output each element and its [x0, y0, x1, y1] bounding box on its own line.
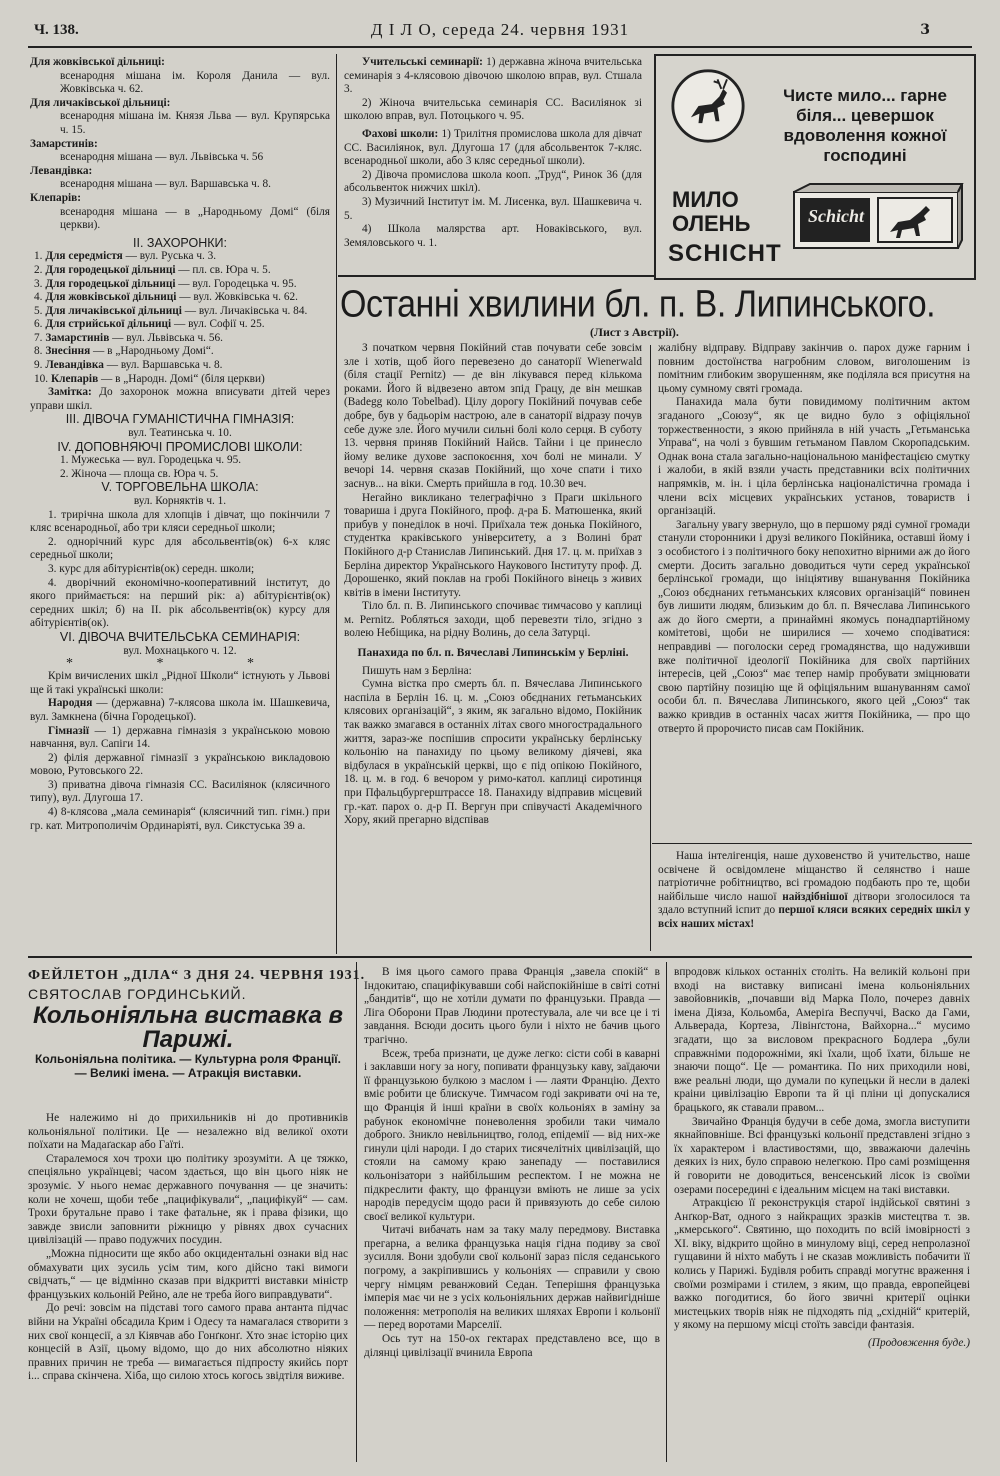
district-school: всенародня мішана — вул. Львівська ч. 56 — [60, 151, 264, 164]
section-title: VІ. ДІВОЧА ВЧИТЕЛЬСЬКА СЕМИНАРІЯ: — [59, 629, 301, 644]
paragraph: жалібну відправу. Відправу закінчив о. парох дуже гарним і повним достоїнства нагробним словом, виголошеним із помітним глибоким зворушенням, яке поділяла вся присутня на цьому сумному святі громада. — [658, 342, 970, 395]
paragraph: Негайно викликано телеграфічно з Праги шкільного товариша і друга Покійного, проф. д-ра Б. Матюшенка, який прибув у понеділок в ночі. Приїхала теж донька Покійного, студентка краківського університету, а з Волині брат Покійного д-р Станислав Липинський. Дня 17. ц. м. приїхав з Берліна директор Українського Наукового Інституту проф. Д. Дорошенко, який поклав на гробі Покійного вінець з живих квітів в імени Інституту. — [344, 491, 642, 599]
paragraph: Народня — (державна) 7-клясова школа ім. Шашкевича, вул. Замкнена (бічна Городецької). — [30, 697, 330, 723]
paragraph: Сумна вістка про смерть бл. п. Вячеслава Липинського наспіла в Берлін 16. ц. м. „Союз обєднаних гетьманських клясових організацій“, з яким, як загально відомо, Покійник так важко змагався в останніх літах свого многострадального життя, зараз-же поспішив спросити українську берлінську кольонію на панахиду по цьому великому діячеві, яка відбулася в українській церкві, що є під опікою Покійного, 18. ц. м. в год. 6 вечором у римо-катол. каплиці сиротинця при Пфальцбургерштрассе 18. Панахиду відправив місцевий гр.-кат. парох о. д-р П. Вергун при співучасті Академічного Хору, який прегарно відспівав — [344, 678, 642, 827]
paragraph: 4) 8-клясова „мала семинарія“ (клясичний тип. гімн.) при гр. кат. Митрополичім Ординаріяті, вул. Сикстуська 39 а. — [30, 806, 330, 832]
paragraph: 2) Дівоча промислова школа кооп. „Труд“, Ринок 36 (для абсольвенток нижчих шкіл). — [344, 168, 642, 195]
box-label: Schicht — [807, 206, 864, 226]
kindergarten-list — [30, 250, 330, 386]
district-school: всенародня мішана — вул. Варшавська ч. 8. — [60, 178, 271, 191]
stars-divider: * * * — [66, 656, 294, 672]
section-rule — [28, 956, 972, 958]
article-headline: Останні хвилини бл. п. В. Липинського. — [340, 283, 936, 326]
ad-slogan: Чисте мило... гарне біля... цевершок вдоволення кожної господині — [783, 86, 947, 165]
district-school: всенародня мішана — в „Народньому Домі“ (біля церкви). — [60, 205, 330, 232]
feuilleton-title: Кольоніяльна виставка в Парижі. — [33, 1002, 343, 1053]
paragraph: 3) Музичний Інститут ім. М. Лисенка, вул. Шашкевича ч. 5. — [344, 195, 642, 222]
paragraph: Атракцією її реконструкція старої індійської святині з Анґкор-Ват, одного з найкращих зразків мистецтва т. зв. „кмерського“. Святиню, що походить по всій імовірності з ХІ. віку, відкрито щойно в минулому віці, серед непролазної гущавини й ніхто мабуть і не сказав можливість побачити її колись у Парижі. Будівля робить справді могутнє враження і своїми розмірами і стилем, з яким, що правда, европейцеві важко погодитися, бо його звичні критерії оцінки мистецьких творів ніяк не підходять під „східній“ критерій, у якому на першому місці стоїть завсіди фантазія. — [674, 1197, 970, 1332]
kindergarten-item: 6. Для стрийської дільниці — вул. Софії ч. 25. — [34, 318, 265, 331]
district-list — [30, 56, 330, 233]
paragraph: „Можна підносити ще якбо або окцидентальні ознаки від нас обмахувати цих зусиль усім тим, кого дійсно такі вимоги свідчать,“ — це відмінно сказав при відкритті виставки міністр французьких кольоній Рейно, але не треба його виправдувати“. — [28, 1247, 348, 1301]
column-rule — [650, 345, 651, 951]
paragraph: Гімназії — 1) державна гімназія з українською мовою навчання, вул. Сапіги 14. — [30, 724, 330, 751]
feuilleton-column-3 — [674, 966, 970, 1351]
kindergarten-item: 2. Для городецької дільниці — пл. св. Юра ч. 5. — [34, 263, 271, 276]
paragraph: Старалемося хоч трохи цю політику зрозуміти. А це тяжко, спеціяльно українцеві; часом здається, що він цього ніяк не зрозуміє. У нього немає державного почування — це значить: коли не хочеш, щоби тебе „пацифікували“, „пацифікуй“ — сам. Трохи брутальне право і таке фатальне, як і права фізики, що завжде звисли заповнити ріжницю у рівнях двох сучасних цивілізацій — право подужчих посудин. — [28, 1152, 348, 1247]
district-school: всенародня мішана ім. Князя Льва — вул. Крупярська ч. 15. — [60, 110, 330, 136]
paragraph: Всеж, треба признати, це дуже легко: сісти собі в каварні і заклавши ногу за ногу, попивати французьку каву, заїдаючи її французькою булкою з маслом і — лаяти Францію. Дехто вміє робити це блискуче. Тимчасом годі закривати очі на те, що Франція й інші країни в своїх кольоніях в заміну за рабунок економічне поневолення зробили таки чимало доброго. Зникло невільництво, голод, епідемії — від них-же гинули цілі народи. І до старих тисячелітніх цивілізацій, що стояли на самому краю занепаду — поставилися кольонізатори з найбільшим респектом. І не можна не підкреслити факту, що французи вміють не лише за усіх народів передусім щодо раси й привязують до себе силою своєї великої культури. — [364, 1047, 660, 1223]
note: Замітка: До захоронок можна вписувати дітей через управи шкіл. — [30, 386, 330, 412]
appeal-box — [658, 850, 970, 932]
list-item: 2. Жіноча — площа св. Юра ч. 5. — [60, 467, 219, 480]
section-address: вул. Театинська ч. 10. — [128, 427, 232, 440]
kindergarten-item: 4. Для жовківської дільниці — вул. Жовківська ч. 62. — [34, 291, 298, 304]
column-rule — [336, 54, 337, 954]
paragraph: Пишуть нам з Берліна: — [362, 664, 472, 677]
article-column-a — [344, 342, 642, 828]
section-title: V. ТОРГОВЕЛЬНА ШКОЛА: — [101, 480, 259, 495]
section-title: ІІІ. ДІВОЧА ГУМАНІСТИЧНА ГІМНАЗІЯ: — [65, 412, 295, 427]
kindergarten-item: 10. Клепарів — в „Народн. Домі“ (біля церкви) — [34, 372, 265, 385]
kindergarten-item: 5. Для личаківської дільниці — вул. Личаківська ч. 84. — [34, 304, 308, 317]
paragraph: Фахові школи: 1) Трилітня промислова школа для дівчат СС. Василіянок, вул. Длугоша 17 (для абсольвенток 7-кляс. всенародньої школи, або 3 кляс середньої школи). — [344, 127, 642, 168]
column-rule — [356, 962, 357, 1462]
district-name: Клепарів: — [30, 191, 81, 204]
district-name: Левандівка: — [30, 164, 93, 177]
section-address: вул. Мохнацького ч. 12. — [123, 644, 237, 657]
paragraph: 3) приватна дівоча гімназія СС. Василіянок (клясичного типу), вул. Длугоша 17. — [30, 778, 330, 805]
paragraph: З початком червня Покійний став почувати себе зовсім зле і хотів, щоб його перевезено до санаторії Wienerwald (біля стації Pernitz) — де він лікувався перед кількома роками. Його й відвезено автом зпід Грацу, де він мешкав (Badegg коло Tobelbad). Цілу дорогу Покійний почував себе добре, був у бадьорім настрою, але в санаторії відразу почув себе дуже зле. Його мучили сильні болі коло серця. В суботу 13. червня приняв Покійний Найсв. Тайни і це принесло йому велике духове заспокоєння, хоч болі не минали. У вечорі 14. червня сказав Покійний, що хоче спати і тихо заснув... на віки. Смерть прийшла в год. 10.30 веч. — [344, 342, 642, 490]
paragraph: В імя цього самого права Франція „завела спокій“ в Індокитаю, спацифікувавши собі найспокійніше в світі сотні „бандитів“, що не хотіли думати по французьки. Правда — Ліга Оборони Прав Людини протестувала, але чи все це і ті завдання. Всюди досить цього були і ніхто не бачив цього трагічно. — [364, 966, 660, 1046]
subheading: Панахида по бл. п. Вячеславі Липинськім у Берліні. — [357, 647, 629, 660]
paragraph: 2) Жіноча вчительська семинарія СС. Василіянок зі школою вправ, вул. Потоцького ч. 95. — [344, 96, 642, 123]
article-column-b — [658, 342, 970, 736]
section-title: ІV. ДОПОВНЯЮЧІ ПРОМИСЛОВІ ШКОЛИ: — [57, 439, 303, 454]
paragraph: Тіло бл. п. В. Липинського спочиває тимчасово у каплиці м. Pernitz. Робляться заходи, щоб перевезти тіло, згідно з волею Небіщика, на рідну Волинь, до села Затурці. — [344, 600, 642, 640]
feuilleton-column-1 — [28, 1112, 348, 1384]
feuilleton-rubric: ФЕЙЛЕТОН „ДІЛА“ З ДНЯ 24. ЧЕРВНЯ 1931. — [28, 968, 366, 983]
feuilleton-column-2 — [364, 966, 660, 1360]
list-item: 3. курс для абітурієнтів(ок) середн. школи; — [48, 562, 255, 575]
list-item: 1. Мужеська — вул. Городецька ч. 95. — [60, 454, 242, 467]
paragraph: До речі: зовсім на підставі того самого права антанта підчас війни на Україні обсадила Крим і Одесу та намагалася створити з них свої концесії, а зл Кіявчав або Гонґконґ. Хто знає історію цих концесій в Азії, цьому відомо, що до них абсолютно ніяких правних причин не треба — вимагається підпросту якийсь порт і... справа скінчена. Хіба, що силою хтось когось звідтіля виживе. — [28, 1302, 348, 1383]
paragraph: Читачі вибачать нам за таку малу передмову. Виставка прегарна, а велика французька нація гідна подиву за свої зусилля. Вони здобули свої кольонії зараз після седанського погрому, а закріпившись у кольоніях — справили у свою чергу німцям реванжовий Седан. Теперішня французька імперія має чи не з усіх кольоніяльних держав найвигідніше положення: метрополія на великих шляхах Европи і кольонії — перед воротами Марселії. — [364, 1224, 660, 1332]
kindergarten-item: 8. Знесіння — в „Народньому Домі“. — [34, 345, 214, 358]
district-name: Замарстинів: — [30, 137, 98, 150]
paragraph: Учительські семинарії: 1) державна жіноча вчительська семинарія з 4-клясовою дівочою школою вправ, вул. Стшала 3. — [344, 56, 642, 96]
paragraph: Звичайно Франція будучи в себе дома, змогла виступити якнайповніше. Всі французькі кольонії представлені згідно з їх характером і властивостями, що, звважаючи далечінь деяких із них, було справою нелегкою. Про самі розміщення й говорити не доводиться, венсенський лісок із своїми озерами посередині є ідеальним місцем на такі виставки. — [674, 1115, 970, 1196]
page-number: 3 — [920, 22, 930, 38]
appeal-text: Наша інтелігенція, наше духовенство й учительство, наше освічене й освідомлене міщанство й селянство і наше патріотичне робітництво, всі громадою подбають про те, щоби найбільше число нашої найздібнішої дітвори зголосилося та здало вступний іспит до першої кляси всяких середніх шкіл у всіх наших містах! — [658, 850, 971, 930]
feuilleton-author: СВЯТОСЛАВ ГОРДИНСЬКИЙ. — [28, 986, 247, 1002]
section-address: вул. Корняктів ч. 1. — [133, 495, 227, 507]
paragraph: Не належимо ні до прихильників ні до противників кольоніяльної політики. Це — незалежно від великої охоти поїхати на Мадаґаскар або Гаїті. — [28, 1112, 348, 1152]
paragraph: 2) філія державної гімназії з українською викладовою мовою, Рутовського 22. — [30, 751, 330, 778]
list-item: 2. однорічний курс для абсольвентів(ок) 6-х кляс середньої школи; — [30, 535, 330, 562]
district-name: Для жовківської дільниці: — [30, 56, 165, 68]
schools-list-column — [30, 56, 330, 833]
district-school: всенародня мішана ім. Короля Данила — вул. Жовківська ч. 62. — [60, 69, 330, 96]
deer-logo-icon — [670, 68, 746, 144]
paragraph: 4) Школа малярства арт. Новаківського, вул. Земяловського ч. 1. — [344, 223, 642, 249]
feuilleton-subtitle: Кольоніяльна політика. — Культурна роля Франції. — Великі імена. — Атракція виставки. — [35, 1052, 341, 1080]
header-rule — [28, 46, 972, 48]
schools-list-column-2 — [344, 56, 642, 250]
paragraph: Крім вичислених шкіл „Рідної Школи“ істнують у Львові ще й такі українські школи: — [30, 670, 330, 696]
section-rule — [652, 843, 972, 844]
paragraph: впродовж кількох останніх століть. На великій кольоні при вході на виставку виписані імена кольоніяльних завойовників, „почавши від Марка Поло, почерез давніх імена Діяза, Кольомба, Амеріґа Веспуччі, Васко да Гами, Альверада, Кортеза, Лівінґстона, Вайхорна...“ мусимо згадати, що за висловом прекрасного Бодлера „були справжніми подорожніми, які їхали, щоб їхати, більше не знаючи пощо“. Це — романтика. По них приходили нові, вже реальні люди, що думали по купецьки й несли в далекі краіни цивілізацію Европи та й ці пліни ці допускалися брацького, як ставали правом... — [674, 966, 970, 1114]
district-name: Для личаківської дільниці: — [30, 96, 171, 109]
list-item: 1. трирічна школа для хлопців і дівчат, що покінчили 7 кляс всенародньої, або три кляси середньої школи; — [30, 508, 330, 535]
masthead: Д І Л О, середа 24. червня 1931 — [370, 20, 630, 39]
paragraph: Ось тут на 150-ох гектарах представлено все, що в ділянці цивілізації вчинила Европа — [364, 1333, 660, 1359]
list-item: 4. дворічний економічно-кооперативний інститут, до якого приймається: на перший рік: а) абітурієнтів(ок) середних шкіл; б) на ІІ. рік абсольвентів(ок) курсу для абітурієнтів(ок). — [30, 576, 330, 630]
ad-brand: SCHICHT — [668, 240, 782, 267]
page-header — [0, 14, 1000, 44]
ad-product: МИЛО ОЛЕНЬ — [672, 187, 751, 236]
kindergarten-item: 7. Замарстинів — вул. Львівська ч. 56. — [34, 331, 223, 344]
kindergarten-item: 9. Левандівка — вул. Варшавська ч. 8. — [34, 359, 223, 372]
soap-advertisement — [654, 54, 976, 280]
issue-number: Ч. 138. — [34, 22, 79, 38]
article-subline: (Лист з Австрії). — [590, 325, 679, 339]
paragraph: Загальну увагу звернуло, що в першому ряді сумної громади станули сторонники і друзі великого Покійника, оставші йому і з особистого і з політичного боку непохитно вірними аж до його смерти. Досить загально доводиться чути серед української берлінської громади, що ініціятиву вшанування Покійника „Союз обєднаних гетьманських клясових організацій“ повинен був лишити людям, близьким до бл. п. Вячеслава Липинського аж до його смерти, а принаймні якомусь понадпартійному комітетові, щоби не ширилися — хочемо сподіватися: неправдиві — поголоски серед громадянства, що надуживши вже політичної ідеології Покійника для своїх партійних інтересів, цей „Союз“ має тепер намір пробувати зміцнювати свою партійну позицію ще й офіціяльним вшануванням самої особи бл. п. Вячеслава Липинського, якого цей „Союз“ так важко кривдив в останніх часах життя Покійника, — про що отверто й пророчисто писав сам Покійник. — [658, 518, 970, 735]
paragraph: Панахида мала бути повидимому політичним актом згаданого „Союзу“, як це видно було з офіціяльної торжественности, з якою прийняла в ній участь „Гетьманська Управа“, на чолі з бувшим гетьманом Павлом Скоропадським. Однак вона стала загально-національною маніфестацією смутку і жалоби, в якій взяли участь представники всіх політичних напрямків, м. ін. і ціла берлінська націоналістична громада і члени всіх місцевих українських установ, товариств і організацій. — [658, 396, 970, 518]
column-rule — [666, 962, 667, 1462]
continued-note: (Продовження буде.) — [868, 1337, 970, 1350]
kindergarten-item: 1. Для середмістя — вул. Руська ч. 3. — [34, 250, 217, 263]
section-title: ІІ. ЗАХОРОНКИ: — [133, 235, 227, 250]
kindergarten-item: 3. Для городецької дільниці — вул. Городецька ч. 95. — [34, 277, 297, 290]
